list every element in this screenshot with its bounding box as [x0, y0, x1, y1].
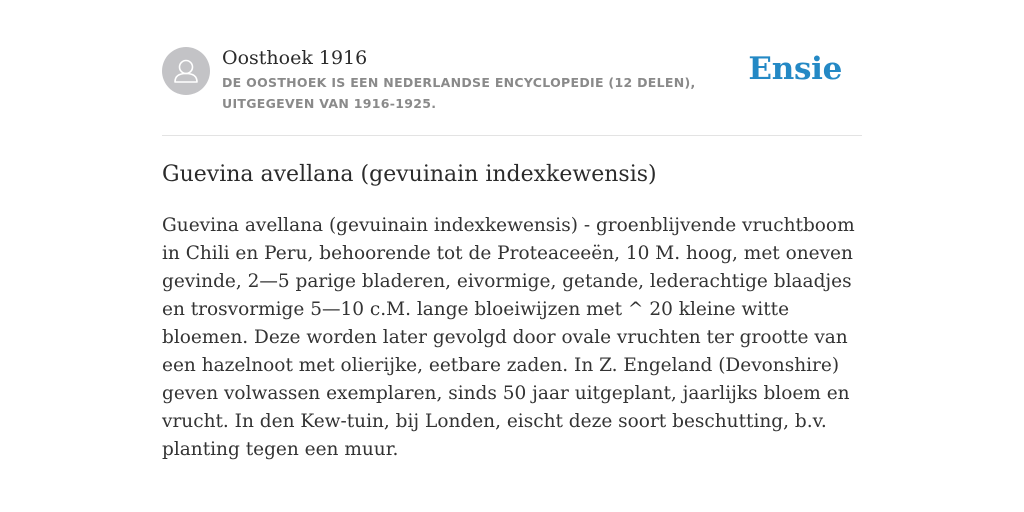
source-avatar[interactable]: [162, 47, 210, 95]
source-title[interactable]: Oosthoek 1916: [222, 47, 368, 69]
source-header: [162, 0, 862, 136]
entry-card: [162, 0, 862, 460]
entry-body: Guevina avellana (gevuinain indexkewensis) - groenblijvende vruchtboom in Chili en Peru, behoorende tot de Proteaceeën, 10 M. hoog, met oneven gevinde, 2—5 parige bladeren, eivormige, getande, lederachtige blaadjes en trosvormige 5—10 c.M. lange bloeiwijzen met ^ 20 kleine witte bloemen. Deze worden later gevolgd door ovale vruchten ter grootte van een hazelnoot met olierijke, eetbare zaden. In Z. Engeland (Devonshire) geven volwassen exemplaren, sinds 50 jaar uitgeplant, jaarlijks bloem en vrucht. In den Kew-tuin, bij Londen, eischt deze soort beschutting, b.v. planting tegen een muur.: [162, 215, 855, 460]
brand-logo[interactable]: Ensie: [748, 51, 842, 87]
source-info: [222, 45, 762, 114]
user-icon: [162, 47, 210, 95]
entry-title: Guevina avellana (gevuinain indexkewensis): [162, 162, 657, 187]
source-description: DE OOSTHOEK IS EEN NEDERLANDSE ENCYCLOPEDIE (12 DELEN), UITGEGEVEN VAN 1916-1925.: [222, 75, 696, 111]
